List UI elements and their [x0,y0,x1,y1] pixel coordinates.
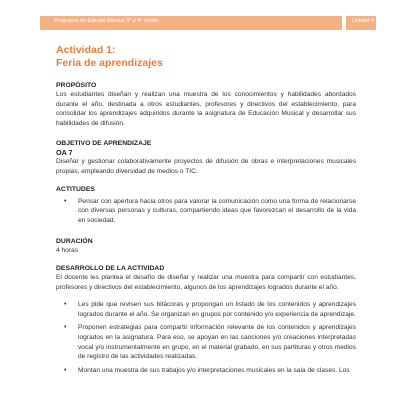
unit-badge [346,16,376,30]
desarrollo-step: Montan una muestra de sus trabajos y/o interpretaciones musicales en la sala de clases. Los [78,366,350,374]
unit-label: Unidad 4 [352,18,375,24]
objetivo-text: Diseñar y gestionar colaborativamente proyectos de difusión de obras e interpretaciones musicales propias, empleando diversidad de medios o TIC. [56,158,356,175]
desarrollo-step: Proponen estrategias para compartir información relevante de los contenidos y aprendizajes logrados en la asignatura. Para eso, se apoyan en las canciones y/o creaciones interpretadas vocal y/o instrumentalmente en grupo, en el material grabado, en sus partituras y otros medios de registro de las actividades realizadas. [78,324,356,361]
duracion-heading: DURACIÓN [56,238,93,246]
actitudes-heading: ACTITUDES [56,185,95,193]
proposito-heading: PROPÓSITO [56,82,97,89]
objetivo-heading: OBJETIVO DE APRENDIZAJE [56,140,152,148]
program-title: Programa de Estudio Música 3° y 4° medio [54,18,159,24]
activity-number: Actividad 1: [56,44,116,56]
bullet-icon: • [64,324,67,332]
desarrollo-step: Les pide que revisen sus bitácoras y propongan un listado de los contenidos y aprendizajes logrados durante el año. Se organizan en grupos por contenido y/o experiencia de aprendizaje. [78,301,356,318]
duracion-value: 4 horas [56,247,78,255]
bullet-icon: • [64,301,67,309]
bullet-icon: • [64,366,67,374]
actitud-text: Pensar con apertura hacia otros para valorar la comunicación como una forma de relacionarse con diversas personas y culturas, compartiendo ideas que favorezcan el desarrollo de la vida en sociedad. [78,197,356,224]
list-item [56,366,356,376]
desarrollo-list [56,300,356,375]
oa-code: OA 7 [56,148,73,158]
bullet-icon: • [64,197,67,205]
program-header-bar [40,16,342,30]
list-item [56,300,356,319]
list-item [56,197,356,226]
proposito-text: Los estudiantes diseñan y realizan una muestra de los conocimientos y habilidades abordados durante el año, destinada a otros estudiantes, profesores y directivos del establecimiento, para consolidar los aprendizajes adquiridos durante la asignatura de Educación Musical y desarrollar sus habilidades de difusión. [56,91,356,127]
desarrollo-intro: El docente les plantea el desafío de diseñar y realizar una muestra para compartir con estudiantes, profesores y directivos del establecimiento, algunos de los aprendizajes logrados durante el año. [56,273,356,291]
activity-name: Feria de aprendizajes [56,57,163,69]
list-item [56,323,356,361]
document-body [56,44,356,379]
desarrollo-heading: DESARROLLO DE LA ACTIVIDAD [56,264,165,272]
actitudes-list [56,197,356,226]
